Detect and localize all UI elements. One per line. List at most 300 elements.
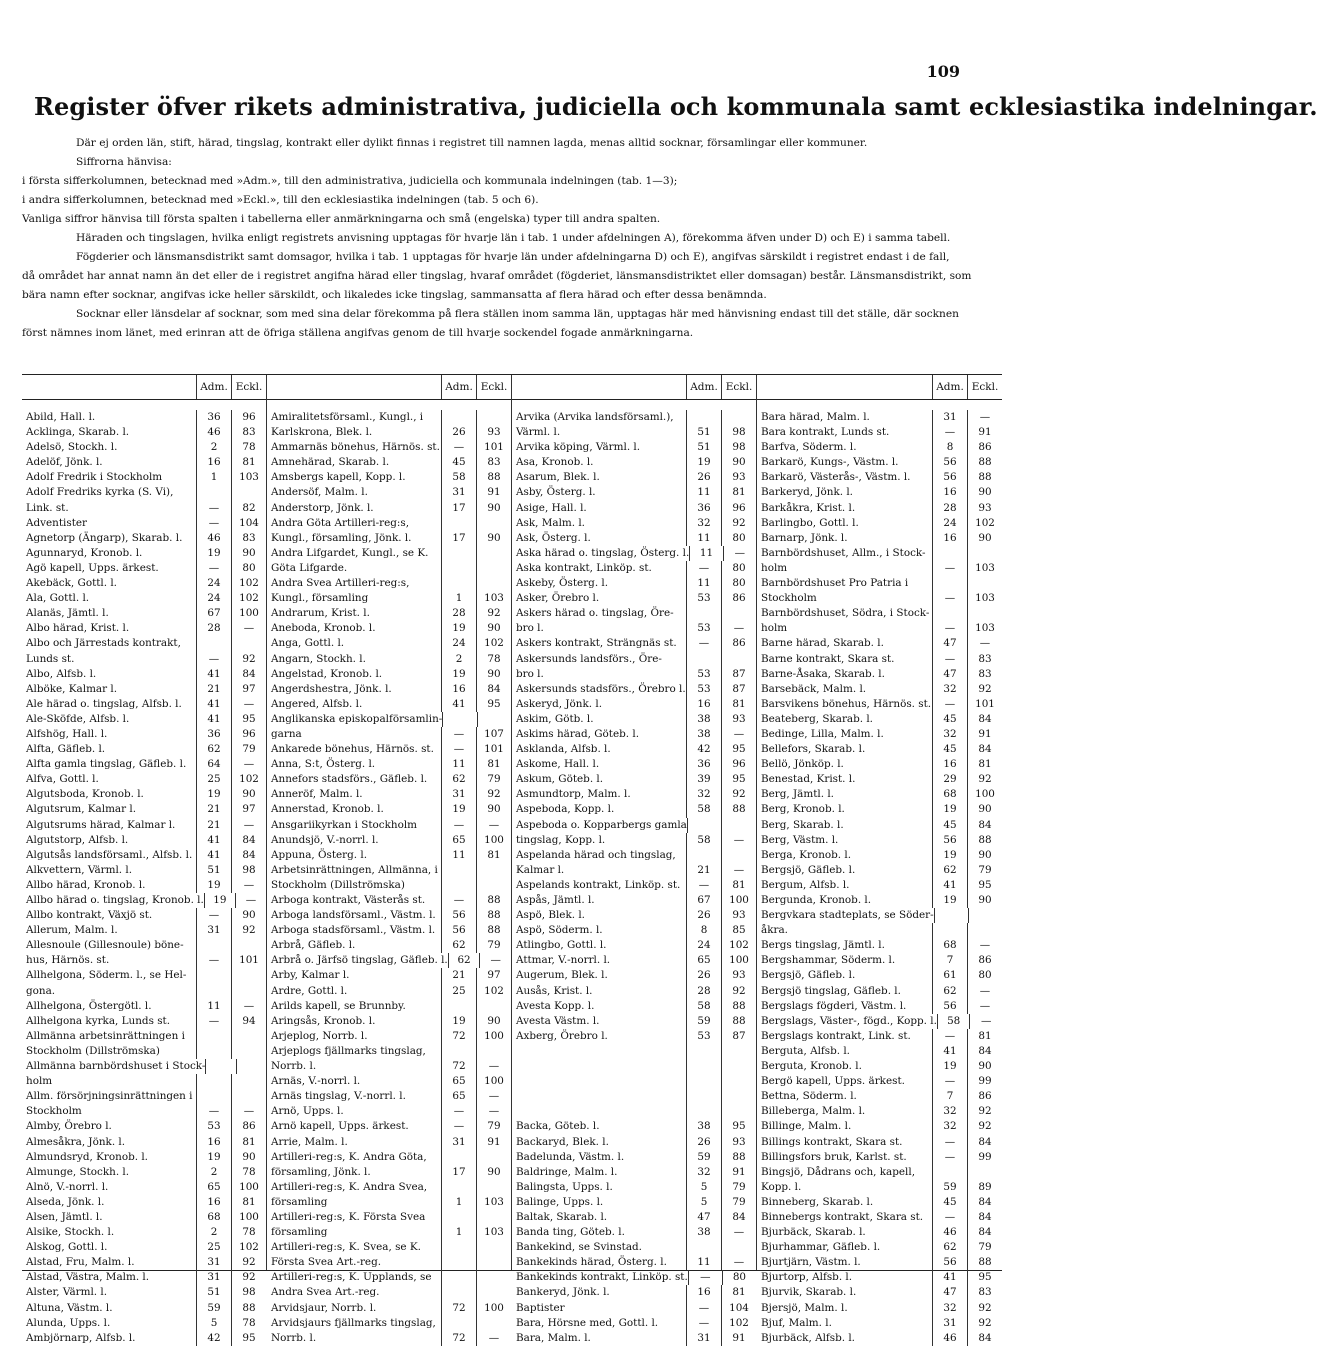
adm-ref	[686, 1104, 721, 1119]
entry-name: Bjurbäck, Skarab. l.	[761, 1226, 866, 1239]
register-entry	[757, 1074, 1002, 1089]
register-entry	[757, 727, 1002, 742]
eckl-ref	[231, 938, 266, 953]
entry-name: Bergum, Alfsb. l.	[761, 878, 850, 891]
entry-name: Ausås, Krist. l.	[516, 984, 593, 997]
adm-ref: 16	[932, 757, 967, 772]
adm-ref: 45	[932, 712, 967, 727]
entry-name: Bankekind, se Svinstad.	[516, 1241, 642, 1254]
column-header	[267, 375, 511, 400]
register-entry	[512, 652, 756, 667]
register-entry	[22, 1014, 266, 1029]
eckl-ref: 78	[231, 1165, 266, 1180]
entry-name: Barfva, Söderm. l.	[761, 441, 857, 454]
eckl-ref: 82	[231, 501, 266, 516]
register-entry	[22, 1119, 266, 1134]
eckl-ref: 84	[967, 818, 1002, 833]
register-entry	[22, 999, 266, 1014]
eckl-ref	[476, 1316, 511, 1331]
adm-ref: 41	[196, 833, 231, 848]
adm-ref: 28	[441, 606, 476, 621]
entry-name: Angerdshestra, Jönk. l.	[271, 682, 392, 695]
eckl-ref: —	[723, 546, 756, 561]
register-entry	[512, 410, 756, 425]
register-entry	[267, 1119, 511, 1134]
adm-ref: 47	[932, 667, 967, 682]
register-entry	[512, 757, 756, 772]
eckl-ref: 92	[721, 516, 756, 531]
eckl-ref: 95	[721, 1119, 756, 1134]
adm-ref	[196, 485, 231, 500]
register-entry	[512, 908, 756, 923]
entry-name: Backa, Göteb. l.	[516, 1120, 600, 1133]
adm-ref: 62	[441, 772, 476, 787]
eckl-ref: 80	[721, 576, 756, 591]
page-number: 109	[926, 62, 960, 81]
entry-name: Allbo kontrakt, Växjö st.	[26, 909, 153, 922]
adm-ref: 31	[441, 1135, 476, 1150]
eckl-ref: 95	[967, 878, 1002, 893]
register-entry	[757, 1180, 1002, 1195]
adm-ref: 31	[441, 485, 476, 500]
adm-header: Adm.	[196, 375, 231, 399]
register-entry	[267, 697, 511, 712]
eckl-ref: 102	[476, 984, 511, 999]
register-entry	[22, 470, 266, 485]
eckl-ref: 88	[476, 893, 511, 908]
eckl-ref: 95	[967, 1270, 1002, 1285]
intro-text	[22, 134, 1002, 343]
name-header	[22, 375, 196, 399]
register-entry	[757, 984, 1002, 999]
adm-ref: —	[686, 636, 721, 651]
register-entry	[512, 697, 756, 712]
register-entry	[757, 1316, 1002, 1331]
register-entry	[22, 818, 266, 833]
register-entry	[512, 1270, 756, 1285]
register-entry	[267, 984, 511, 999]
adm-ref: 24	[932, 516, 967, 531]
adm-ref: —	[686, 1316, 721, 1331]
register-entry	[267, 636, 511, 651]
entry-name: Albo härad, Krist. l.	[26, 622, 130, 635]
register-entry	[512, 1135, 756, 1150]
eckl-ref: 100	[476, 1029, 511, 1044]
entry-name: hus, Härnös. st.	[26, 954, 110, 967]
adm-ref	[686, 410, 721, 425]
eckl-ref: 84	[967, 1135, 1002, 1150]
adm-ref: 1	[441, 1225, 476, 1240]
register-entry	[757, 848, 1002, 863]
register-entry	[512, 1165, 756, 1180]
register-entry	[757, 546, 1002, 561]
adm-ref	[687, 818, 722, 833]
register-entry	[757, 1044, 1002, 1059]
entry-name: Anundsjö, V.-norrl. l.	[271, 833, 379, 846]
register-entry	[22, 1104, 266, 1119]
entry-name: Atlingbo, Gottl. l.	[516, 939, 607, 952]
adm-ref: 2	[196, 1165, 231, 1180]
eckl-ref: 102	[231, 576, 266, 591]
entry-name: Asklanda, Alfsb. l.	[516, 743, 611, 756]
intro-line: bära namn efter socknar, angifvas icke heller särskildt, och likaledes icke tingslag, sammansatta af flera härad och efter dessa benämnda.	[22, 289, 767, 301]
eckl-ref: —	[967, 410, 1002, 425]
register-entry	[267, 1240, 511, 1255]
adm-ref: 45	[932, 742, 967, 757]
register-entry	[267, 1165, 511, 1180]
register-entry	[22, 984, 266, 999]
entry-name: Berg, Västm. l.	[761, 833, 839, 846]
eckl-ref: —	[721, 863, 756, 878]
eckl-ref: 80	[967, 968, 1002, 983]
register-entry	[757, 1331, 1002, 1346]
eckl-ref: 86	[967, 440, 1002, 455]
eckl-ref: 84	[967, 1225, 1002, 1240]
adm-ref: 5	[196, 1316, 231, 1331]
register-entry	[757, 802, 1002, 817]
entry-name: Angarn, Stockh. l.	[271, 652, 366, 665]
adm-ref: 67	[196, 606, 231, 621]
adm-ref: 8	[932, 440, 967, 455]
eckl-ref: 89	[967, 1180, 1002, 1195]
entry-name: Baptister	[516, 1301, 565, 1314]
eckl-ref: 101	[476, 742, 511, 757]
eckl-ref: —	[476, 1104, 511, 1119]
eckl-ref: 103	[476, 1225, 511, 1240]
eckl-ref: 104	[231, 516, 266, 531]
eckl-ref: 92	[721, 984, 756, 999]
entry-name: Asige, Hall. l.	[516, 501, 587, 514]
register-entry	[512, 591, 756, 606]
adm-ref: 19	[686, 455, 721, 470]
register-entry	[22, 727, 266, 742]
adm-ref	[686, 606, 721, 621]
eckl-ref: 80	[721, 561, 756, 576]
eckl-ref: 92	[231, 1270, 266, 1285]
adm-ref: 32	[932, 682, 967, 697]
register-entry	[757, 470, 1002, 485]
adm-ref: 41	[932, 878, 967, 893]
entry-name: Billeberga, Malm. l.	[761, 1105, 866, 1118]
adm-ref: 62	[441, 938, 476, 953]
eckl-ref: 95	[231, 712, 266, 727]
intro-line: Fögderier och länsmansdistrikt samt domsagor, hvilka i tab. 1 upptagas för hvarje län under afdelningarna D) och E), angifvas särskildt i registret endast i de fall,	[76, 251, 950, 263]
entry-name: Bellefors, Skarab. l.	[761, 743, 866, 756]
entry-name: Andra Lifgardet, Kungl., se K.	[271, 546, 429, 559]
eckl-ref: —	[967, 636, 1002, 651]
entry-name: Arnäs tingslag, V.-norrl. l.	[271, 1090, 406, 1103]
eckl-ref: 92	[231, 923, 266, 938]
register-entry	[512, 818, 756, 833]
adm-ref: 31	[932, 410, 967, 425]
adm-ref: 16	[196, 455, 231, 470]
adm-ref: 58	[937, 1014, 970, 1029]
entry-name: Barsvikens bönehus, Härnös. st.	[761, 697, 932, 710]
entry-name: Bjurvik, Skarab. l.	[761, 1286, 857, 1299]
entry-name: Aspö, Söderm. l.	[516, 924, 603, 937]
register-entry	[22, 531, 266, 546]
entry-name: Bettna, Söderm. l.	[761, 1090, 857, 1103]
register-entry	[512, 1119, 756, 1134]
register-entry	[22, 576, 266, 591]
eckl-ref: 86	[231, 1119, 266, 1134]
register-table	[22, 374, 1002, 1344]
register-entry	[757, 1059, 1002, 1074]
register-entry	[267, 682, 511, 697]
adm-ref	[205, 1059, 235, 1074]
adm-ref	[441, 546, 476, 561]
register-entry	[267, 1150, 511, 1165]
eckl-ref: 81	[231, 1135, 266, 1150]
entry-name: Billinge, Malm. l.	[761, 1120, 852, 1133]
adm-ref: 59	[686, 1014, 721, 1029]
entry-name: församling	[271, 1226, 328, 1239]
eckl-ref: 100	[231, 606, 266, 621]
entry-name: Arnäs, V.-norrl. l.	[271, 1075, 361, 1088]
eckl-ref: 90	[476, 667, 511, 682]
adm-ref: 31	[196, 1255, 231, 1270]
adm-ref	[441, 410, 476, 425]
entry-name: Alsike, Stockh. l.	[26, 1226, 115, 1239]
register-entry	[757, 455, 1002, 470]
adm-ref: —	[441, 893, 476, 908]
register-entry	[22, 863, 266, 878]
register-entry	[267, 1195, 511, 1210]
eckl-ref: 88	[967, 1255, 1002, 1270]
eckl-ref	[231, 1029, 266, 1044]
adm-ref: 26	[686, 968, 721, 983]
register-entry	[22, 1316, 266, 1331]
entry-name: Allbo härad o. tingslag, Kronob. l.	[26, 894, 204, 906]
eckl-ref: 94	[231, 1014, 266, 1029]
adm-ref: 19	[932, 893, 967, 908]
eckl-ref: 81	[721, 697, 756, 712]
eckl-ref: 90	[967, 531, 1002, 546]
entry-name: Allbo härad, Kronob. l.	[26, 878, 146, 891]
eckl-ref: 93	[721, 470, 756, 485]
intro-line: i andra sifferkolumnen, betecknad med »Eckl.», till den ecklesiastika indelningen (tab. 5 och 6).	[22, 194, 539, 206]
register-entry	[512, 636, 756, 651]
eckl-ref: 81	[721, 1285, 756, 1300]
register-entry	[267, 485, 511, 500]
adm-ref: 42	[686, 742, 721, 757]
register-entry	[22, 757, 266, 772]
adm-ref: 1	[441, 1195, 476, 1210]
adm-ref: 36	[196, 727, 231, 742]
entry-name: Alstad, Västra, Malm. l.	[26, 1271, 150, 1284]
entry-name: Arjeplog, Norrb. l.	[271, 1029, 368, 1042]
eckl-ref	[967, 1165, 1002, 1180]
eckl-ref: 78	[231, 1225, 266, 1240]
adm-ref: 1	[441, 591, 476, 606]
adm-ref: —	[196, 953, 231, 968]
eckl-ref: 84	[967, 1210, 1002, 1225]
adm-ref	[441, 878, 476, 893]
register-entry	[267, 455, 511, 470]
register-entry	[512, 968, 756, 983]
eckl-ref: 88	[721, 1014, 756, 1029]
register-entry	[512, 1074, 756, 1089]
entry-name: Bankekinds kontrakt, Linköp. st.	[516, 1271, 688, 1284]
eckl-ref: 84	[967, 1195, 1002, 1210]
register-entry	[22, 1255, 266, 1270]
entry-name: Artilleri-reg:s, K. Andra Svea,	[271, 1180, 428, 1193]
register-entry	[22, 1195, 266, 1210]
register-entry	[267, 561, 511, 576]
entry-name: Link. st.	[26, 501, 69, 514]
entry-name: Bergsjö, Gäfleb. l.	[761, 863, 856, 876]
eckl-ref: 90	[967, 1059, 1002, 1074]
adm-ref: 2	[196, 1225, 231, 1240]
entry-name: Berguta, Kronob. l.	[761, 1060, 862, 1073]
entry-name: Arbrå, Gäfleb. l.	[271, 939, 356, 952]
entry-name: Albo, Alfsb. l.	[26, 667, 97, 680]
register-entry	[512, 878, 756, 893]
register-entry	[267, 727, 511, 742]
entry-name: Första Svea Art.-reg.	[271, 1256, 382, 1269]
adm-ref	[441, 999, 476, 1014]
adm-ref: —	[932, 1210, 967, 1225]
entry-name: Arvidsjaur, Norrb. l.	[271, 1301, 377, 1314]
register-entry	[757, 652, 1002, 667]
entry-name: Berg, Kronob. l.	[761, 803, 845, 816]
eckl-ref: 92	[476, 606, 511, 621]
eckl-ref: 84	[231, 848, 266, 863]
register-entry	[757, 863, 1002, 878]
adm-ref: 53	[686, 667, 721, 682]
eckl-ref: 79	[721, 1195, 756, 1210]
entry-name: Bergslags fögderi, Västm. l.	[761, 999, 907, 1012]
adm-ref: 38	[686, 727, 721, 742]
eckl-ref: 88	[721, 1150, 756, 1165]
adm-ref: 72	[441, 1029, 476, 1044]
entry-name: Alskog, Gottl. l.	[26, 1241, 108, 1254]
entry-name: Värml. l.	[516, 426, 561, 439]
eckl-ref: —	[721, 833, 756, 848]
entry-name: Arboga stadsförsaml., Västm. l.	[271, 924, 436, 937]
adm-header: Adm.	[441, 375, 476, 399]
register-entry	[757, 1014, 1002, 1029]
entry-name	[512, 1059, 686, 1074]
eckl-ref: 88	[721, 999, 756, 1014]
eckl-ref: 83	[967, 667, 1002, 682]
entry-name: Arboga landsförsaml., Västm. l.	[271, 909, 436, 922]
register-entry	[22, 833, 266, 848]
entry-name: Agnetorp (Ängarp), Skarab. l.	[26, 531, 183, 544]
eckl-ref: —	[721, 1255, 756, 1270]
entry-name: Augerum, Blek. l.	[516, 969, 608, 982]
eckl-ref: —	[479, 953, 511, 968]
register-entry	[512, 953, 756, 968]
register-entry	[512, 1104, 756, 1119]
eckl-ref: 102	[231, 772, 266, 787]
register-entry	[267, 742, 511, 757]
entry-name: Barkåkra, Krist. l.	[761, 501, 856, 514]
entry-name	[512, 1044, 686, 1059]
register-entry	[267, 1014, 511, 1029]
entry-name: Arrie, Malm. l.	[271, 1135, 348, 1148]
entry-name: Aspö, Blek. l.	[516, 909, 585, 922]
entry-name: Agö kapell, Upps. ärkest.	[26, 561, 159, 574]
register-entry	[267, 878, 511, 893]
eckl-ref: 101	[967, 697, 1002, 712]
eckl-ref: —	[231, 697, 266, 712]
entry-name: Barnarp, Jönk. l.	[761, 531, 848, 544]
adm-ref: 53	[686, 591, 721, 606]
register-entry	[22, 1044, 266, 1059]
adm-ref: 19	[196, 787, 231, 802]
adm-ref: 17	[441, 531, 476, 546]
entry-name: Amsbergs kapell, Kopp. l.	[271, 471, 406, 484]
adm-ref	[441, 1240, 476, 1255]
eckl-ref: 92	[721, 787, 756, 802]
adm-ref	[196, 1074, 231, 1089]
entry-name: Ammarnäs bönehus, Härnös. st.	[271, 441, 440, 454]
adm-ref: 25	[441, 984, 476, 999]
adm-ref: —	[196, 908, 231, 923]
eckl-ref: 90	[967, 848, 1002, 863]
register-entry	[267, 818, 511, 833]
eckl-header: Eckl.	[967, 375, 1002, 399]
register-entry	[22, 546, 266, 561]
eckl-ref: 104	[721, 1301, 756, 1316]
entry-name: Arilds kapell, se Brunnby.	[271, 999, 406, 1012]
eckl-ref: 100	[476, 833, 511, 848]
eckl-ref: 90	[967, 485, 1002, 500]
eckl-ref: 79	[967, 863, 1002, 878]
adm-ref: 21	[196, 682, 231, 697]
eckl-ref: 86	[967, 953, 1002, 968]
eckl-ref: 88	[967, 455, 1002, 470]
register-entry	[757, 410, 1002, 425]
register-entry	[512, 863, 756, 878]
register-entry	[267, 772, 511, 787]
register-entry	[22, 606, 266, 621]
entry-name: Benestad, Krist. l.	[761, 773, 856, 786]
register-entry	[757, 1029, 1002, 1044]
register-entry	[22, 1240, 266, 1255]
adm-ref: 24	[196, 576, 231, 591]
eckl-ref: 97	[476, 968, 511, 983]
adm-ref: 59	[196, 1301, 231, 1316]
entry-name: Anneröf, Malm. l.	[271, 788, 363, 801]
register-entry	[22, 908, 266, 923]
register-entry	[22, 1180, 266, 1195]
entry-name: Arvidsjaurs fjällmarks tingslag,	[271, 1316, 436, 1329]
adm-ref: 45	[932, 818, 967, 833]
eckl-ref: 92	[967, 682, 1002, 697]
adm-ref: —	[686, 878, 721, 893]
entry-name: Arbrå o. Järfsö tingslag, Gäfleb. l.	[271, 954, 448, 967]
eckl-ref	[476, 1270, 511, 1285]
eckl-ref: 85	[721, 923, 756, 938]
eckl-ref: 90	[231, 908, 266, 923]
eckl-ref: —	[721, 621, 756, 636]
register-entry	[512, 712, 756, 727]
adm-ref	[441, 1044, 476, 1059]
entry-name: Barne kontrakt, Skara st.	[761, 652, 895, 665]
entry-name: Barsebäck, Malm. l.	[761, 682, 867, 695]
eckl-ref: 90	[476, 531, 511, 546]
entry-name: Arnö kapell, Upps. ärkest.	[271, 1120, 409, 1133]
entry-name: Stockholm	[761, 592, 817, 605]
adm-ref: —	[932, 697, 967, 712]
eckl-ref	[721, 1044, 756, 1059]
adm-ref	[441, 1316, 476, 1331]
intro-line: Socknar eller länsdelar af socknar, som med sina delar förekomma på flera ställen inom samma län, upptagas här med hänvisning endast till det ställe, där socknen	[76, 308, 959, 320]
entry-name: Amiralitetsförsaml., Kungl., i	[271, 411, 424, 423]
eckl-ref: —	[231, 878, 266, 893]
